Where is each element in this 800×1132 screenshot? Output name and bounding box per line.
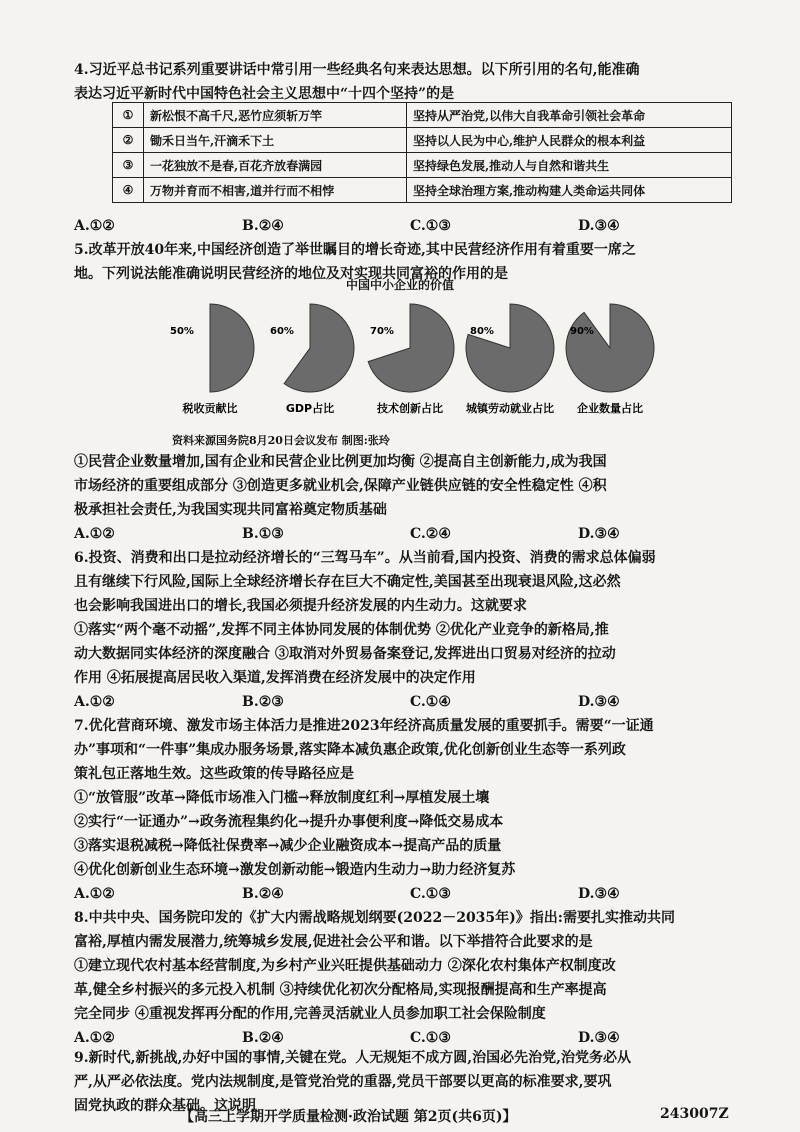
q7-line-2: 办”事项和“一件事”集成办服务场景,落实降本减负惠企政策,优化创新创业生态等一系列政 (74, 742, 626, 758)
row-number: ① (113, 103, 144, 128)
option-d[interactable]: D.③④ (578, 218, 620, 234)
question-8 (74, 906, 746, 1050)
q7-line-6: ③落实退税减税→降低社保费率→减少企业融资成本→提高产品的质量 (74, 838, 502, 854)
row-quote: 新松恨不高千尺,恶竹应须斩万竿 (144, 103, 407, 128)
pie-slice (210, 304, 254, 392)
q4-stem-line-1: 4.习近平总书记系列重要讲话中常引用一些经典名句来表达思想。以下所引用的名句,能准确 (74, 62, 640, 78)
row-quote: 万物并育而不相害,道并行而不相悖 (144, 178, 407, 203)
pie-value-label: 70% (370, 326, 394, 337)
q7-line-4: ①“放管服”改革→降低市场准入门槛→释放制度红利→厚植发展土壤 (74, 790, 490, 806)
row-number: ③ (113, 153, 144, 178)
q4-stem-line-2: 表达习近平新时代中国特色社会主义思想中“十四个坚持”的是 (74, 86, 455, 102)
q8-line-3: ①建立现代农村基本经营制度,为乡村产业兴旺提供基础动力 ②深化农村集体产权制度改 (74, 958, 616, 974)
q6-line-4: ①落实“两个毫不动摇”,发挥不同主体协同发展的体制优势 ②优化产业竞争的新格局,推 (74, 622, 609, 638)
pie-category-label: 税收贡献比 (182, 402, 238, 415)
q6-line-5: 动大数据同实体经济的深度融合 ③取消对外贸易备案登记,发挥进出口贸易对经济的拉动 (74, 646, 616, 662)
q8-line-2: 富裕,厚植内需发展潜力,统筹城乡发展,促进社会公平和谐。以下举措符合此要求的是 (74, 934, 593, 950)
q5-statement-line-2: 市场经济的重要组成部分 ③创造更多就业机会,保障产业链供应链的安全性稳定性 ④积 (74, 478, 607, 494)
q8-line-4: 革,健全乡村振兴的多元投入机制 ③持续优化初次分配格局,实现报酬提高和生产率提高 (74, 982, 607, 998)
q5-statement-line-3: 极承担社会责任,为我国实现共同富裕奠定物质基础 (74, 502, 387, 518)
option-a[interactable]: A.①② (74, 1030, 115, 1046)
option-d[interactable]: D.③④ (578, 526, 620, 542)
q9-line-2: 严,从严必依法度。党内法规制度,是管党治党的重器,党员干部要以更高的标准要求,要巩 (74, 1074, 612, 1090)
pie-value-label: 80% (470, 326, 494, 337)
question-4 (74, 58, 746, 106)
q9-line-3: 固党执政的群众基础。这说明 (74, 1098, 256, 1114)
row-meaning: 坚持从严治党,以伟大自我革命引领社会革命 (407, 103, 732, 128)
q7-line-5: ②实行“一证通办”→政务流程集约化→提升办事便利度→降低交易成本 (74, 814, 504, 830)
row-quote: 一花独放不是春,百花齐放春满园 (144, 153, 407, 178)
option-d[interactable]: D.③④ (578, 886, 620, 902)
pie-slice (466, 304, 554, 392)
q5-statement-line-1: ①民营企业数量增加,国有企业和民营企业比例更加均衡 ②提高自主创新能力,成为我国 (74, 454, 607, 470)
table-row (113, 128, 732, 153)
q5-stem-line-1: 5.改革开放40年来,中国经济创造了举世瞩目的增长奇迹,其中民营经济作用有着重要一席之 (74, 242, 636, 258)
row-number: ④ (113, 178, 144, 203)
option-c[interactable]: C.①④ (410, 694, 451, 710)
option-b[interactable]: B.②④ (242, 218, 284, 234)
pie-category-label: 企业数量占比 (577, 402, 643, 415)
pie-category-label: 城镇劳动就业占比 (466, 402, 554, 415)
q6-line-2: 且有继续下行风险,国际上全球经济增长存在巨大不确定性,美国甚至出现衰退风险,这必然 (74, 574, 621, 590)
q6-line-3: 也会影响我国进出口的增长,我国必须提升经济发展的内生动力。这就要求 (74, 598, 527, 614)
option-d[interactable]: D.③④ (578, 694, 620, 710)
q7-line-7: ④优化创新创业生态环境→激发创新动能→锻造内生动力→助力经济复苏 (74, 862, 516, 878)
option-a[interactable]: A.①② (74, 218, 115, 234)
option-b[interactable]: B.①③ (242, 526, 284, 542)
option-b[interactable]: B.②④ (242, 1030, 284, 1046)
page-footer: 【高三上学期开学质量检测·政治试题 第2页(共6页)】 (180, 1109, 517, 1125)
option-c[interactable]: C.②④ (410, 526, 451, 542)
pie-value-label: 90% (570, 326, 594, 337)
q7-line-1: 7.优化营商环境、激发市场主体活力是推进2023年经济高质量发展的重要抓手。需要“一证通 (74, 718, 654, 734)
row-meaning: 坚持以人民为中心,维护人民群众的根本利益 (407, 128, 732, 153)
q4-options (74, 214, 746, 238)
pie-slice (284, 304, 354, 392)
pie-slice (368, 304, 454, 392)
q5-stem-line-2: 地。下列说法能准确说明民营经济的地位及对实现共同富裕的作用的是 (74, 266, 508, 282)
q8-line-1: 8.中共中央、国务院印发的《扩大内需战略规划纲要(2022－2035年)》指出:需要扎实推动共同 (74, 910, 675, 926)
row-number: ② (113, 128, 144, 153)
q8-line-5: 完全同步 ④重视发挥再分配的作用,完善灵活就业人员参加职工社会保险制度 (74, 1006, 546, 1022)
option-b[interactable]: B.②④ (242, 886, 284, 902)
pie-value-label: 50% (170, 326, 194, 337)
option-a[interactable]: A.①② (74, 694, 115, 710)
pie-slice (566, 304, 654, 392)
row-meaning: 坚持绿色发展,推动人与自然和谐共生 (407, 153, 732, 178)
question-6 (74, 546, 746, 714)
chart-source: 资料来源国务院8月20日会议发布 制图:张玲 (172, 434, 390, 447)
q7-line-3: 策礼包正落地生效。这些政策的传导路径应是 (74, 766, 354, 782)
paper-code: 243007Z (660, 1106, 729, 1122)
pie-category-label: GDP占比 (285, 402, 335, 415)
row-meaning: 坚持全球治理方案,推动构建人类命运共同体 (407, 178, 732, 203)
q6-line-1: 6.投资、消费和出口是拉动经济增长的“三驾马车”。从当前看,国内投资、消费的需求总体偏弱 (74, 550, 656, 566)
option-c[interactable]: C.①③ (410, 218, 451, 234)
option-d[interactable]: D.③④ (578, 1030, 620, 1046)
chart-title: 中国中小企业的价值 (345, 278, 454, 292)
q9-line-1: 9.新时代,新挑战,办好中国的事情,关键在党。人无规矩不成方圆,治国必先治党,治党务必从 (74, 1050, 631, 1066)
question-9 (74, 1046, 746, 1118)
table-row (113, 153, 732, 178)
pie-value-label: 60% (270, 326, 294, 337)
q6-line-6: 作用 ④拓展提高居民收入渠道,发挥消费在经济发展中的决定作用 (74, 670, 476, 686)
option-a[interactable]: A.①② (74, 526, 115, 542)
q5-statements (74, 450, 746, 546)
option-a[interactable]: A.①② (74, 886, 115, 902)
pie-chart-group (160, 290, 660, 430)
option-b[interactable]: B.②③ (242, 694, 284, 710)
table-row (113, 178, 732, 203)
question-7 (74, 714, 746, 906)
table-row (113, 103, 732, 128)
pie-category-label: 技术创新占比 (377, 402, 443, 415)
option-c[interactable]: C.①③ (410, 886, 451, 902)
q4-quote-table (112, 102, 732, 203)
row-quote: 锄禾日当午,汗滴禾下土 (144, 128, 407, 153)
option-c[interactable]: C.①③ (410, 1030, 451, 1046)
